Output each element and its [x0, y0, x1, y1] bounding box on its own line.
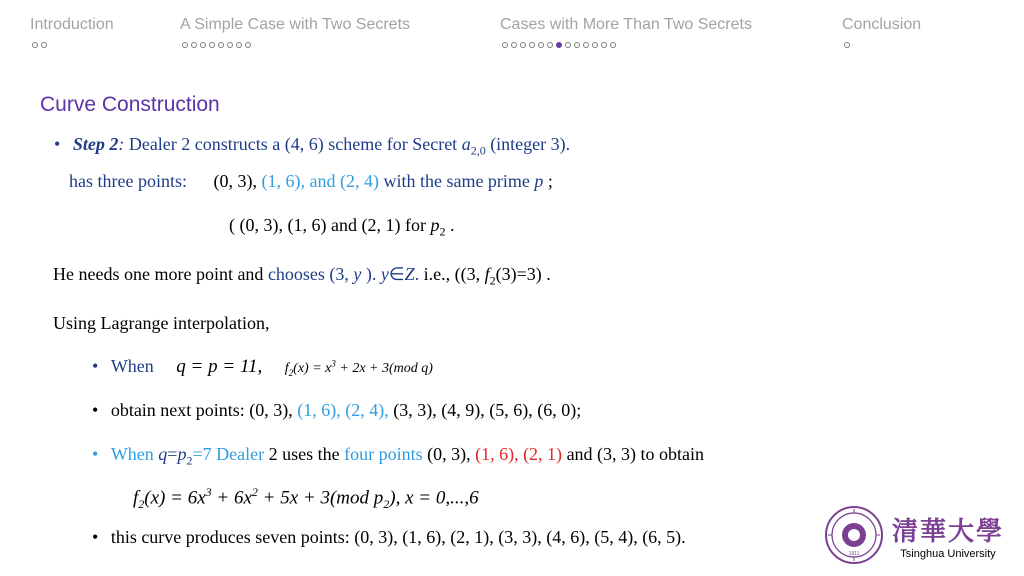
- nav-dot[interactable]: [520, 42, 526, 48]
- f-subscript: 2: [489, 273, 496, 288]
- prime-text: with the same prime: [378, 171, 535, 191]
- nav-dot[interactable]: [565, 42, 571, 48]
- nav-section-4[interactable]: Conclusion: [842, 16, 922, 33]
- eq7-dealer: =7 Dealer: [192, 444, 265, 464]
- when1-line: [92, 356, 433, 378]
- tsinghua-logo: [824, 505, 1004, 565]
- p-subscript: 2: [186, 453, 193, 468]
- seven-points-line: [92, 527, 686, 548]
- secret-integer: (integer 3).: [485, 134, 571, 154]
- f-value-text: (3)=3) .: [495, 264, 551, 284]
- obtain-line: [92, 400, 581, 421]
- f-rest: + 2x + 3(mod q): [335, 361, 433, 376]
- nav-dot[interactable]: [182, 42, 188, 48]
- three-points-label: has three points:: [69, 171, 187, 191]
- step-text: Dealer 2 constructs a (4, 6) scheme for Secret: [124, 134, 462, 154]
- exponent-3: 3: [205, 485, 212, 499]
- secret-variable: a: [461, 134, 471, 154]
- nav-section-2[interactable]: A Simple Case with Two Secrets: [180, 16, 411, 33]
- seal-year: 1911: [848, 551, 860, 557]
- logo-text: [892, 511, 1004, 560]
- obtain-end-text: and (3, 3) to obtain: [562, 444, 705, 464]
- nav-section-3[interactable]: Cases with More Than Two Secrets: [500, 16, 752, 33]
- nav-dot[interactable]: [538, 42, 544, 48]
- when-label: When: [110, 356, 154, 376]
- eq-part3: + 5x + 3(mod p: [257, 487, 384, 509]
- more-point-line: [53, 264, 551, 289]
- f-variable: f: [484, 264, 490, 284]
- ie-text: i.e., ((3,: [419, 264, 485, 284]
- nav-dot[interactable]: [218, 42, 224, 48]
- bullet: •: [54, 134, 61, 154]
- nav-dot[interactable]: [200, 42, 206, 48]
- eq-part4: ), x = 0,...,6: [389, 487, 479, 509]
- nav-section-1[interactable]: Introduction: [30, 16, 114, 33]
- when2-line: [92, 444, 704, 469]
- nav-dot[interactable]: [610, 42, 616, 48]
- step-label: Step 2: [72, 134, 119, 154]
- uses-text: 2 uses the: [264, 444, 345, 464]
- f2-equation-small: [284, 358, 433, 378]
- p2-subscript: 2: [439, 224, 446, 239]
- prime-variable: p: [534, 171, 544, 191]
- p2-end: .: [445, 215, 455, 235]
- nav-dots-2: [182, 42, 251, 48]
- nav-dot[interactable]: [209, 42, 215, 48]
- integers-symbol: Z: [404, 264, 415, 284]
- slide-title: Curve Construction: [40, 93, 220, 116]
- bullet: •: [92, 444, 99, 464]
- bullet: •: [92, 527, 99, 547]
- exponent-2: 2: [251, 485, 258, 499]
- obtain-rest-points: (3, 3), (4, 9), (5, 6), (6, 0);: [388, 400, 582, 420]
- f-eq: (x) = x: [293, 361, 332, 376]
- point-0-3: (0, 3),: [422, 444, 476, 464]
- more-point-text: He needs one more point and: [53, 264, 268, 284]
- chooses-text: chooses (3,: [267, 264, 354, 284]
- nav-dot[interactable]: [592, 42, 598, 48]
- nav-dot[interactable]: [245, 42, 251, 48]
- y-variable: y: [353, 264, 362, 284]
- nav-dot[interactable]: [41, 42, 47, 48]
- p-variable: p: [177, 444, 187, 464]
- q-equals-p: q = p = 11,: [176, 356, 263, 377]
- f-subscript: 2: [138, 497, 145, 512]
- nav-dots-1: [32, 42, 47, 48]
- final-equation: [133, 485, 479, 512]
- step-colon: :: [118, 134, 125, 154]
- p-subscript: 2: [383, 497, 390, 512]
- exponent: 3: [331, 358, 336, 369]
- bullet: •: [92, 400, 99, 420]
- nav-dot[interactable]: [191, 42, 197, 48]
- nav-dot[interactable]: [529, 42, 535, 48]
- nav-dot[interactable]: [236, 42, 242, 48]
- when2-label: When: [110, 444, 159, 464]
- secret-subscript: 2,0: [470, 143, 486, 158]
- nav-dot[interactable]: [32, 42, 38, 48]
- seven-points-text: this curve produces seven points: (0, 3), (1, 6), (2, 1), (3, 3), (4, 6), (5, 4), (6, 5).: [110, 527, 686, 547]
- y-member-variable: y: [380, 264, 389, 284]
- element-of-symbol: ∈: [388, 264, 405, 284]
- nav-dots-4: [844, 42, 850, 48]
- point-0-3: (0, 3),: [213, 171, 262, 191]
- chooses-close: ).: [361, 264, 381, 284]
- equals: =: [167, 444, 178, 464]
- f-subscript: 2: [288, 367, 294, 378]
- lagrange-line: Using Lagrange interpolation,: [53, 313, 270, 333]
- p2-points-line: [229, 215, 454, 240]
- f-variable: f: [284, 361, 289, 376]
- nav-dot[interactable]: [227, 42, 233, 48]
- red-points: (1, 6), (2, 1): [475, 444, 563, 464]
- points-cyan: (1, 6), and (2, 4): [261, 171, 379, 191]
- nav-dot[interactable]: [547, 42, 553, 48]
- nav-dots-3: [502, 42, 616, 48]
- nav-dot-current[interactable]: [556, 42, 562, 48]
- q-variable: q: [158, 444, 168, 464]
- tsinghua-seal-icon: [824, 505, 884, 565]
- three-points-line: [69, 171, 553, 192]
- logo-english: Tsinghua University: [900, 547, 996, 560]
- nav-dot[interactable]: [574, 42, 580, 48]
- logo-chinese: 清華大學: [891, 516, 1004, 547]
- p2-variable: p: [430, 215, 440, 235]
- member-dot: .: [414, 264, 420, 284]
- nav-dot[interactable]: [844, 42, 850, 48]
- obtain-cyan-points: (1, 6), (2, 4),: [297, 400, 389, 420]
- end-semicolon: ;: [543, 171, 553, 191]
- four-points-text: four points: [344, 444, 423, 464]
- nav-dot[interactable]: [583, 42, 589, 48]
- p2-points-text: ( (0, 3), (1, 6) and (2, 1) for: [229, 215, 431, 235]
- eq-part2: + 6x: [211, 487, 252, 509]
- eq-part1: (x) = 6x: [144, 487, 206, 509]
- obtain-text: obtain next points: (0, 3),: [110, 400, 298, 420]
- bullet: •: [92, 356, 99, 376]
- nav-dot[interactable]: [502, 42, 508, 48]
- nav-dot[interactable]: [511, 42, 517, 48]
- step2-line: [54, 134, 570, 159]
- nav-dot[interactable]: [601, 42, 607, 48]
- f-variable: f: [133, 487, 139, 509]
